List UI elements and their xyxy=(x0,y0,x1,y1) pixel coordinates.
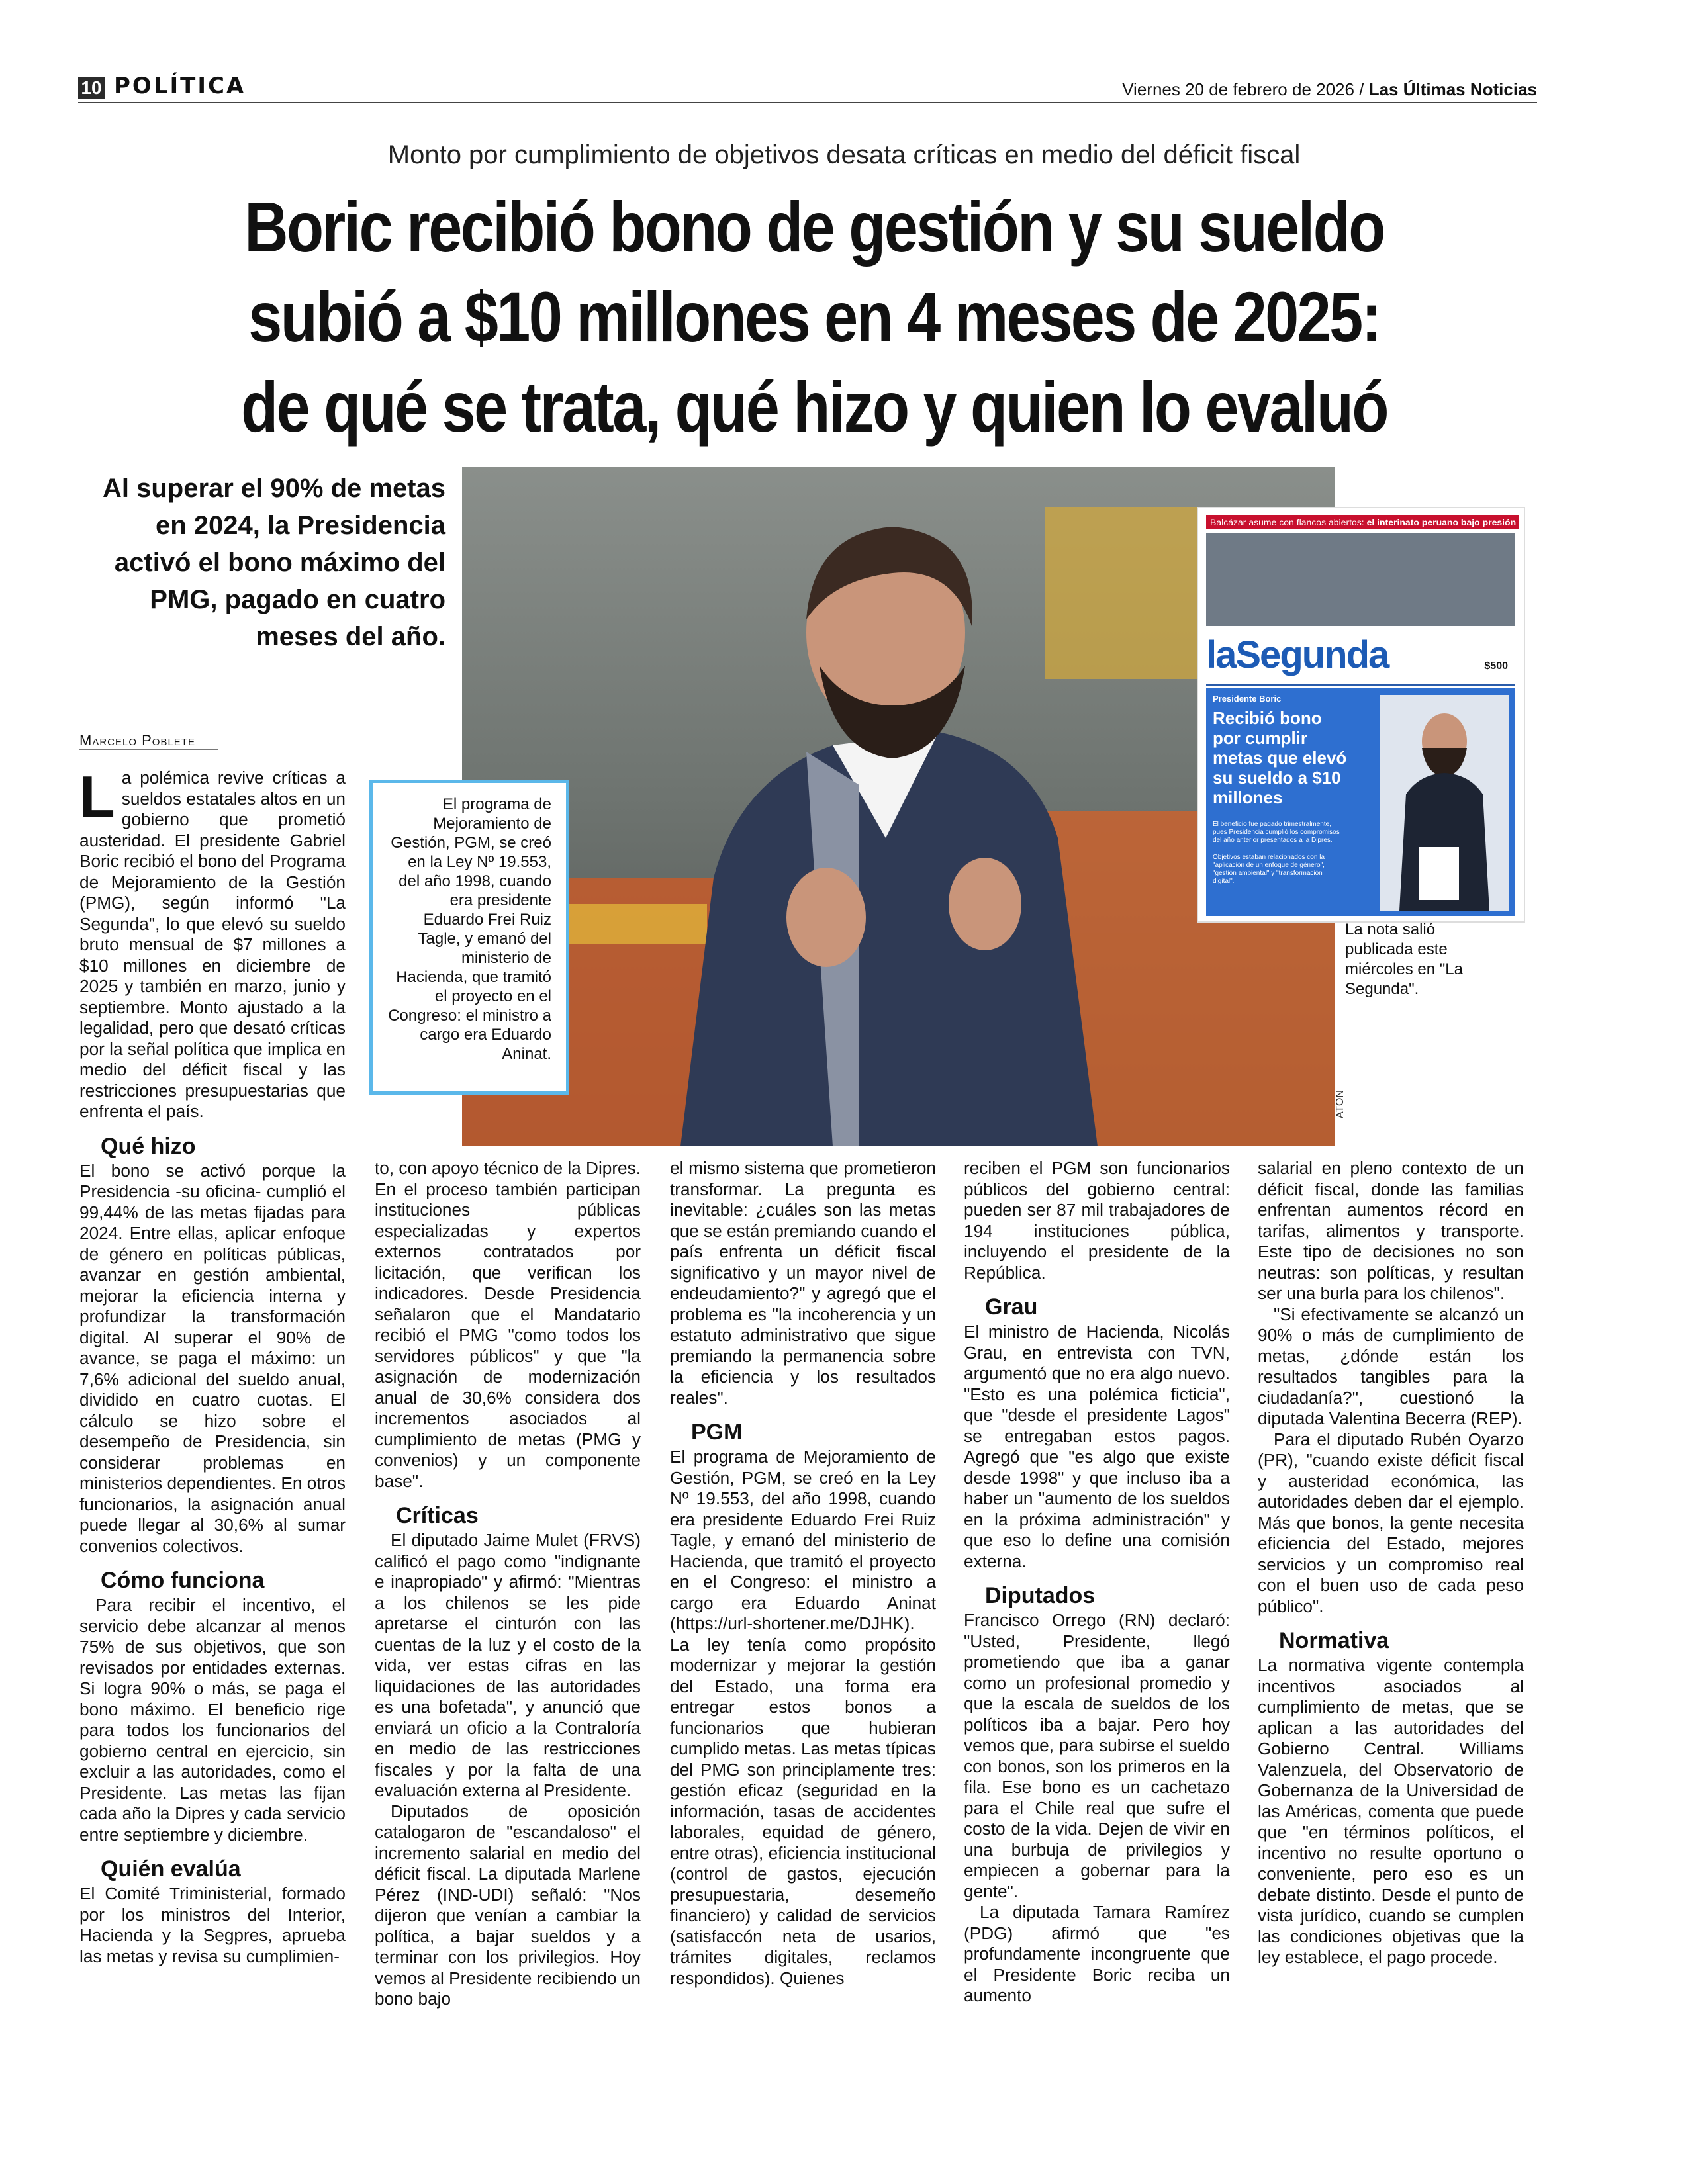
paragraph: La diputada Tamara Ramírez (PDG) afirmó que "es profundamente incongruente que el Presidente Boric reciba un aumento xyxy=(964,1902,1230,2005)
date-separator: / xyxy=(1359,79,1364,99)
subhead-diputados: Diputados xyxy=(985,1583,1096,1608)
column-2 xyxy=(375,1158,641,2010)
cover-top-banner xyxy=(1206,515,1519,529)
section-label: POLÍTICA xyxy=(114,73,246,99)
column-4 xyxy=(964,1158,1230,2007)
cover-bullet: Objetivos estaban relacionados con la "aplicación de un enfoque de género", "gestión ambiental" y "transformación digital". xyxy=(1213,854,1325,885)
cover-bullet: El beneficio fue pagado trimestralmente, pues Presidencia cumplió los compromisos del año anterior presentados a la Dipres. xyxy=(1213,821,1340,844)
cover-portrait xyxy=(1380,695,1509,911)
subhead-como-funciona: Cómo funciona xyxy=(101,1568,265,1593)
inset-caption: La nota salió publicada este miércoles en "La Segunda". xyxy=(1345,921,1463,998)
byline-rule xyxy=(79,749,218,750)
cover-banner-left: Balcázar asume con flancos abiertos: xyxy=(1210,517,1364,527)
cover-photo-strip xyxy=(1206,533,1515,626)
cover-masthead xyxy=(1206,629,1515,686)
paragraph: Francisco Orrego (RN) declaró: "Usted, Presidente, llegó prometiendo que iba a ganar como un profesional promedio y que la escala de sueldos de los políticos iba a bajar. Pero hoy vemos que, para subirse el sueldo con bonos, son los primeros en la fila. Ese bono es un cachetazo para el Chile real que sufre el costo de la vida. Dejen de vivir en una burbuja de privilegios y empiecen a gobernar para la gente". xyxy=(964,1610,1230,1901)
headline-line: subió a $10 millones en 4 meses de 2025: xyxy=(248,277,1380,357)
paragraph: reciben el PGM son funcionarios públicos del gobierno central: pueden ser 87 mil trabajadores de 194 instituciones pública, incluyendo el presidente de la República. xyxy=(964,1158,1230,1283)
paragraph: El ministro de Hacienda, Nicolás Grau, en entrevista con TVN, argumentó que no era algo nuevo. "Esto es una polémica ficticia", que "desde el presidente Lagos" se entregaban estos pagos. Agregó que "es algo que existe desde 1998" y que incluso iba a haber un "aumento de los sueldos en la próxima administración" y que eso lo define una comisión externa. xyxy=(964,1322,1230,1571)
paragraph: El bono se activó porque la Presidencia -su oficina- cumplió el 99,44% de las metas fijadas para 2024. Entre ellas, aplicar enfoque de género en políticas públicas, avanzar en gestión ambiental, mejorar la eficiencia interna y profundizar la transformación digital. Al superar el 90% de avance, se paga el máximo: un 7,6% adicional del sueldo anual, dividido en cuatro cuotas. El cálculo se hizo sobre el desempeño de Presidencia, sin considerar problemas en ministerios dependientes. En otros funcionarios, la asignación anual puede llegar al 30,6% al sumar convenios colectivos. xyxy=(79,1160,346,1556)
lead-paragraph: a polémica revive críticas a sueldos estatales altos en un gobierno que prometió austeridad. El presidente Gabriel Boric recibió el bono del Programa de Mejoramiento de la Gestión (PMG), según informó "La Segunda", lo que elevó su sueldo bruto mensual de $7 millones a $10 millones en diciembre de 2025 y también en marzo, junio y septiembre. Monto ajustado a la legalidad, pero que desató críticas por la señal política que implica en medio del déficit fiscal y las restricciones presupuestarias que enfrenta el país. xyxy=(79,768,346,1121)
date: Viernes 20 de febrero de 2026 xyxy=(1122,79,1354,99)
headline-line: Boric recibió bono de gestión y su sueldo xyxy=(244,187,1384,267)
subhead-grau: Grau xyxy=(985,1295,1038,1320)
publication-name: Las Últimas Noticias xyxy=(1368,79,1537,99)
paragraph: to, con apoyo técnico de la Dipres. En el proceso también participan instituciones públicas especializadas y expertos externos contratados por licitación, que verifican los indicadores. Desde Presidencia señalaron que el Mandatario recibió el PMG "como todos los servidores públicos" y que "la asignación de modernización anual de 30,6% considera dos incrementos asociados al cumplimiento de metas (PMG y convenios) y un componente base". xyxy=(375,1158,641,1491)
column-5 xyxy=(1258,1158,1524,1968)
byline: Marcelo Poblete xyxy=(79,732,195,749)
subhead-quien-evalua: Quién evalúa xyxy=(101,1856,241,1882)
column-1 xyxy=(79,764,346,1967)
paragraph: El diputado Jaime Mulet (FRVS) calificó el pago como "indignante e inapropiado" y afirmó: "Mientras a los chilenos se les pide apretarse el cinturón con las cuentas de la luz y el costo de la vida, ver estas cifras en las liquidaciones de las autoridades es una bofetada", y anunció que enviará un oficio a la Contraloría en medio de las restricciones fiscales y por la falta de una evaluación externa al Presidente. xyxy=(375,1530,641,1800)
cover-tag: Presidente Boric xyxy=(1213,694,1282,704)
headline xyxy=(190,182,1439,452)
drop-cap: L xyxy=(79,764,115,829)
info-box: El programa de Mejoramiento de Gestión, PGM, se creó en la Ley Nº 19.553, del año 1998, cuando era presidente Eduardo Frei Ruiz Tagle, y emanó del ministerio de Hacienda, que tramitó el proyecto en el Congreso: el ministro a cargo era Eduardo Aninat. xyxy=(369,780,569,1095)
paragraph: Diputados de oposición catalogaron de "escandaloso" el incremento salarial en medio del déficit fiscal. La diputada Marlene Pérez (IND-UDI) señaló: "Nos dijeron que venían a cambiar la política, a bajar sueldos y a terminar con los privilegios. Hoy vemos al Presidente recibiendo un bono bajo xyxy=(375,1801,641,2009)
cover-headline: Recibió bono por cumplir metas que elevó su sueldo a $10 millones xyxy=(1213,708,1347,807)
headline-line: de qué se trata, qué hizo y quien lo evaluó xyxy=(241,367,1387,447)
cover-logo: laSegunda xyxy=(1206,633,1389,676)
photo-credit: ATON xyxy=(1335,1090,1346,1118)
dateline xyxy=(1122,79,1537,100)
paragraph: La normativa vigente contempla incentivos asociados al cumplimiento de metas, que se aplican a las autoridades del Gobierno Central. Williams Valenzuela, del Observatorio de Gobernanza de la Universidad de las Américas, comenta que puede que "en términos políticos, el incentivo no resulte oportuno o conveniente, pero eso es un debate distinto. Desde el punto de vista jurídico, cuando se cumplen las condiciones objetivas que la ley establece, el pago procede. xyxy=(1258,1655,1524,1967)
paragraph: Para el diputado Rubén Oyarzo (PR), "cuando existe déficit fiscal y austeridad económica, las autoridades deben dar el ejemplo. Más que bonos, la gente necesita eficiencia del Estado, mejores servicios y un compromiso real con el buen uso de cada peso público". xyxy=(1258,1429,1524,1616)
cover-banner-right: el interinato peruano bajo presión xyxy=(1366,517,1517,527)
subhead-criticas: Críticas xyxy=(396,1503,479,1528)
paragraph: Para recibir el incentivo, el servicio debe alcanzar al menos 75% de sus objetivos, que son revisados por entidades externas. Si logra 90% o más, se paga el bono máximo. El beneficio rige para todos los funcionarios del gobierno central en ejercicio, sin excluir a las autoridades, como el Presidente. Las metas las fijan cada año la Dipres y cada servicio entre septiembre y diciembre. xyxy=(79,1595,346,1844)
paragraph: El programa de Mejoramiento de Gestión, PGM, se creó en la Ley Nº 19.553, del año 1998, cuando era presidente Eduardo Frei Ruiz Tagle, y emanó del ministerio de Hacienda, que tramitó el proyecto en el Congreso: el ministro a cargo era Eduardo Aninat (https://url-shortener.me/DJHK). La ley tenía como propósito modernizar y mejorar la gestión del Estado, una forma era entregar estos bonos a funcionarios que hubieran cumplido metas. Las metas típicas del PMG son principlamente tres: gestión eficaz (seguridad en la información, tasas de accidentes laborales, equidad de género, entre otras), eficiencia institucional (control de gastos, ejecución presupuestaria, desemeño financiero) y calidad de servicios (satisfaccón neta de usarios, trámites digitales, reclamos respondidos). Quienes xyxy=(670,1447,936,1988)
paragraph: el mismo sistema que prometieron transformar. La pregunta es inevitable: ¿cuáles son las metas que se están premiando cuando el país enfrenta un déficit fiscal significativo y un mayor nivel de endeudamiento?" y agregó que el problema es "la incoherencia y un estatuto administrativo que sigue premiando la permanencia sobre la eficiencia y los resultados reales". xyxy=(670,1158,936,1408)
deck: Al superar el 90% de metas en 2024, la Presidencia activó el bono máximo del PMG, pagado en cuatro meses del año. xyxy=(102,474,445,651)
kicker: Monto por cumplimiento de objetivos desata críticas en medio del déficit fiscal xyxy=(387,140,1301,169)
subhead-normativa: Normativa xyxy=(1279,1628,1389,1653)
paragraph: salarial en pleno contexto de un déficit fiscal, donde las familias enfrentan aumentos récord en tarifas, alimentos y transporte. Este tipo de decisiones no son neutras: son políticas, y resultan ser una burla para los chilenos". xyxy=(1258,1158,1524,1303)
paragraph: El Comité Triministerial, formado por los ministros del Interior, Hacienda y la Segpres, aprueba las metas y revisa su cumplimien- xyxy=(79,1884,346,1966)
cover-portrait-illustration xyxy=(1380,695,1509,911)
page-number: 10 xyxy=(78,77,105,99)
subhead-que-hizo: Qué hizo xyxy=(101,1133,196,1159)
header-rule xyxy=(78,102,1537,103)
paragraph: "Si efectivamente se alcanzó un 90% o más de cumplimiento de metas, ¿dónde están los resultados tangibles para la ciudadanía?", cuestionó la diputada Valentina Becerra (REP). xyxy=(1258,1304,1524,1428)
la-segunda-cover xyxy=(1197,507,1525,923)
cover-main-panel xyxy=(1206,688,1515,916)
column-3 xyxy=(670,1158,936,1989)
subhead-pgm: PGM xyxy=(691,1420,743,1445)
cover-price: $500 xyxy=(1484,660,1508,672)
